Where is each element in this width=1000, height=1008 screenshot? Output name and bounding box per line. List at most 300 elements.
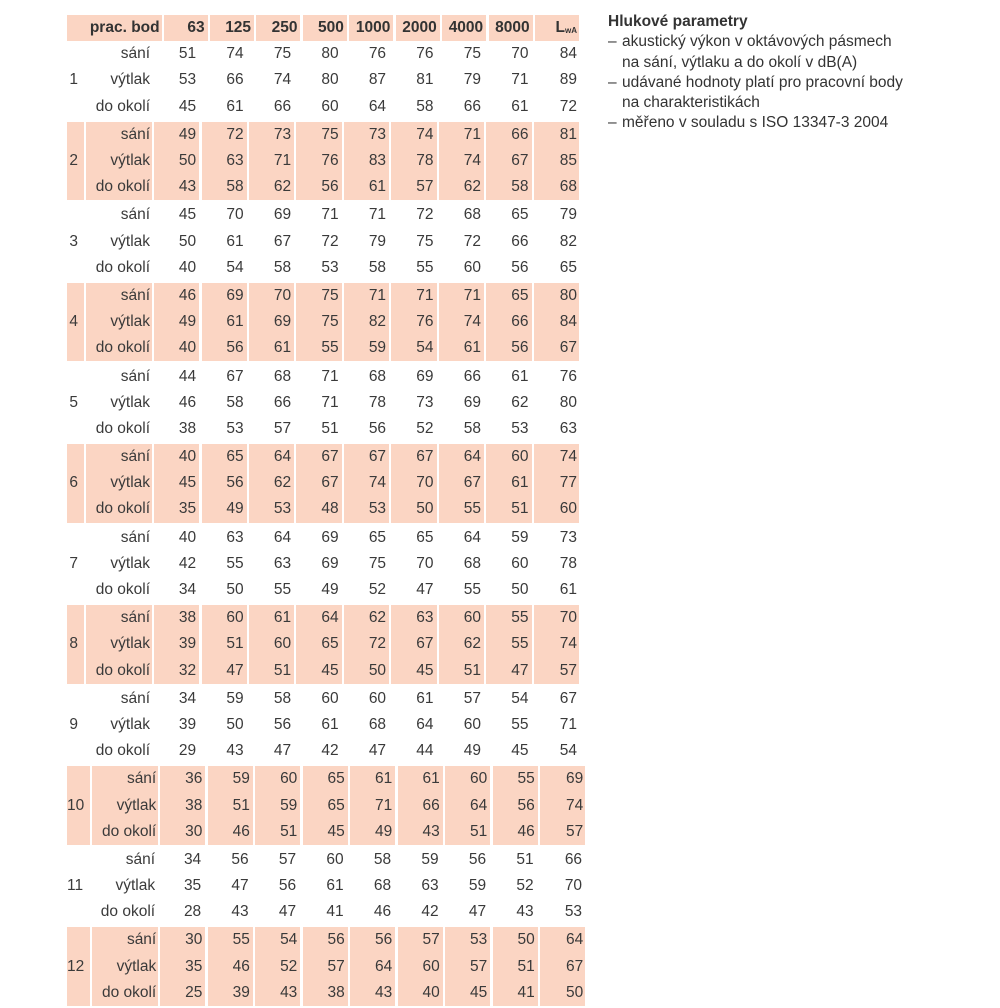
lwa-value: 67 bbox=[559, 689, 577, 707]
band-value: 67 bbox=[391, 444, 436, 470]
band-value: 79 bbox=[368, 232, 387, 250]
band-value: 61 bbox=[249, 335, 294, 361]
band-value: 64 bbox=[350, 954, 395, 980]
band-value: 73 bbox=[249, 122, 294, 148]
band-value: 72 bbox=[416, 206, 434, 224]
band-value: 57 bbox=[398, 927, 443, 953]
band-value: 41 bbox=[493, 980, 538, 1006]
row-label: do okolí bbox=[95, 258, 151, 276]
lwa-value: 72 bbox=[559, 97, 577, 115]
band-value: 45 bbox=[178, 97, 197, 115]
band-value: 75 bbox=[296, 283, 341, 309]
note-item bbox=[608, 32, 988, 73]
band-value: 56 bbox=[350, 927, 395, 953]
band-value: 55 bbox=[226, 554, 244, 572]
band-value: 51 bbox=[249, 658, 294, 684]
operating-point-number: 7 bbox=[69, 554, 79, 572]
notes-panel bbox=[608, 12, 988, 134]
row-label: do okolí bbox=[100, 903, 156, 921]
band-value: 64 bbox=[368, 97, 387, 115]
band-value: 66 bbox=[486, 122, 531, 148]
band-value: 62 bbox=[511, 393, 529, 411]
notes-list bbox=[608, 32, 988, 133]
band-value: 51 bbox=[321, 419, 339, 437]
row-label: do okolí bbox=[86, 335, 152, 361]
band-value: 47 bbox=[468, 903, 487, 921]
band-value: 74 bbox=[439, 309, 484, 335]
band-value: 55 bbox=[486, 631, 531, 657]
band-value: 51 bbox=[493, 954, 538, 980]
band-value: 70 bbox=[511, 45, 529, 63]
row-label: výtlak bbox=[110, 715, 151, 733]
band-value: 55 bbox=[296, 335, 341, 361]
row-label: do okolí bbox=[95, 581, 151, 599]
band-value: 39 bbox=[178, 715, 197, 733]
band-value: 56 bbox=[278, 877, 297, 895]
band-value: 66 bbox=[463, 367, 482, 385]
band-value: 40 bbox=[398, 980, 443, 1006]
lwa-sub: wA bbox=[564, 25, 577, 35]
lwa-value: 84 bbox=[534, 309, 579, 335]
lwa-value: 57 bbox=[540, 819, 585, 845]
band-value: 56 bbox=[368, 419, 387, 437]
band-value: 61 bbox=[202, 309, 247, 335]
table-row bbox=[92, 819, 585, 845]
band-value: 67 bbox=[296, 470, 341, 496]
lwa-value: 68 bbox=[534, 174, 579, 200]
band-value: 35 bbox=[154, 496, 199, 522]
band-value: 69 bbox=[463, 393, 482, 411]
band-value: 50 bbox=[226, 581, 244, 599]
lwa-value: 67 bbox=[540, 954, 585, 980]
band-value: 71 bbox=[249, 148, 294, 174]
band-value: 76 bbox=[296, 148, 341, 174]
band-value: 76 bbox=[391, 309, 436, 335]
row-label: výtlak bbox=[110, 554, 151, 572]
table-row bbox=[86, 174, 579, 200]
band-value: 69 bbox=[321, 528, 339, 546]
band-value: 47 bbox=[202, 658, 247, 684]
band-value: 60 bbox=[486, 444, 531, 470]
band-value: 55 bbox=[208, 927, 253, 953]
table-row bbox=[86, 148, 579, 174]
lwa-value: 79 bbox=[559, 206, 577, 224]
band-value: 57 bbox=[278, 850, 297, 868]
row-label: sání bbox=[92, 927, 158, 953]
band-value: 44 bbox=[178, 367, 197, 385]
operating-point-number: 12 bbox=[67, 927, 90, 1006]
operating-point-group bbox=[67, 363, 579, 442]
band-value: 65 bbox=[303, 792, 348, 818]
band-value: 61 bbox=[321, 715, 339, 733]
band-value: 58 bbox=[463, 419, 482, 437]
band-value: 42 bbox=[421, 903, 439, 921]
band-value: 71 bbox=[439, 122, 484, 148]
row-label: výtlak bbox=[92, 792, 158, 818]
band-value: 78 bbox=[368, 393, 387, 411]
band-value: 79 bbox=[463, 71, 482, 89]
table-row bbox=[86, 122, 579, 148]
band-value: 68 bbox=[463, 206, 482, 224]
band-value: 73 bbox=[416, 393, 434, 411]
band-value: 28 bbox=[183, 903, 202, 921]
band-value: 50 bbox=[511, 581, 529, 599]
note-item bbox=[608, 113, 988, 133]
note-line: na charakteristikách bbox=[622, 94, 760, 112]
band-value: 66 bbox=[226, 71, 244, 89]
table-row bbox=[86, 577, 579, 603]
band-value: 61 bbox=[226, 232, 244, 250]
table-row bbox=[92, 980, 585, 1006]
band-value: 46 bbox=[493, 819, 538, 845]
band-value: 63 bbox=[226, 528, 244, 546]
band-value: 71 bbox=[321, 393, 339, 411]
table-row bbox=[86, 416, 579, 442]
row-label: sání bbox=[120, 528, 151, 546]
operating-point-number: 8 bbox=[67, 605, 84, 684]
band-value: 72 bbox=[463, 232, 482, 250]
band-value: 64 bbox=[249, 444, 294, 470]
table-row bbox=[86, 94, 579, 120]
row-label: sání bbox=[86, 283, 152, 309]
table-row bbox=[86, 631, 579, 657]
band-value: 64 bbox=[296, 605, 341, 631]
table-row bbox=[92, 927, 585, 953]
band-value: 65 bbox=[511, 206, 529, 224]
band-value: 70 bbox=[249, 283, 294, 309]
band-value: 38 bbox=[154, 605, 199, 631]
operating-point-group bbox=[67, 525, 579, 604]
band-value: 56 bbox=[486, 335, 531, 361]
band-value: 46 bbox=[208, 819, 253, 845]
row-label: výtlak bbox=[110, 71, 151, 89]
lwa-value: 74 bbox=[534, 631, 579, 657]
band-value: 58 bbox=[273, 258, 292, 276]
band-value: 45 bbox=[391, 658, 436, 684]
band-value: 69 bbox=[321, 554, 339, 572]
band-value: 65 bbox=[368, 528, 387, 546]
lwa-value: 78 bbox=[559, 554, 577, 572]
band-value: 32 bbox=[154, 658, 199, 684]
band-value: 67 bbox=[226, 367, 244, 385]
band-value: 46 bbox=[208, 954, 253, 980]
band-value: 61 bbox=[398, 766, 443, 792]
table-row bbox=[86, 686, 579, 712]
band-value: 66 bbox=[463, 97, 482, 115]
band-value: 52 bbox=[416, 419, 434, 437]
band-value: 56 bbox=[202, 470, 247, 496]
band-value: 63 bbox=[391, 605, 436, 631]
table-row bbox=[86, 390, 579, 416]
lwa-value: 63 bbox=[559, 419, 577, 437]
band-value: 76 bbox=[416, 45, 434, 63]
band-value: 34 bbox=[178, 581, 197, 599]
header-band: 63 bbox=[164, 15, 208, 41]
band-value: 61 bbox=[486, 470, 531, 496]
band-value: 60 bbox=[321, 97, 339, 115]
band-value: 47 bbox=[231, 877, 249, 895]
band-value: 70 bbox=[391, 470, 436, 496]
band-value: 71 bbox=[391, 283, 436, 309]
band-value: 63 bbox=[421, 877, 439, 895]
band-value: 60 bbox=[255, 766, 300, 792]
band-value: 45 bbox=[296, 658, 341, 684]
header-band: 4000 bbox=[442, 15, 486, 41]
operating-point-group bbox=[67, 686, 579, 765]
band-value: 40 bbox=[154, 335, 199, 361]
row-label: sání bbox=[86, 122, 152, 148]
operating-point-number: 2 bbox=[67, 122, 84, 201]
band-value: 51 bbox=[486, 496, 531, 522]
operating-point-number: 3 bbox=[69, 232, 79, 250]
table-row bbox=[86, 525, 579, 551]
band-value: 64 bbox=[463, 528, 482, 546]
band-value: 51 bbox=[178, 45, 197, 63]
band-value: 50 bbox=[178, 232, 197, 250]
lwa-value: 64 bbox=[540, 927, 585, 953]
band-value: 43 bbox=[154, 174, 199, 200]
row-label: sání bbox=[120, 689, 151, 707]
band-value: 53 bbox=[321, 258, 339, 276]
band-value: 70 bbox=[226, 206, 244, 224]
band-value: 50 bbox=[493, 927, 538, 953]
table-row bbox=[86, 255, 579, 281]
row-label: do okolí bbox=[95, 419, 151, 437]
band-value: 29 bbox=[178, 742, 197, 760]
band-value: 51 bbox=[445, 819, 490, 845]
band-value: 49 bbox=[350, 819, 395, 845]
lwa-value: 70 bbox=[564, 877, 583, 895]
table-row bbox=[86, 444, 579, 470]
note-dash: – bbox=[608, 114, 617, 132]
band-value: 53 bbox=[226, 419, 244, 437]
row-label: do okolí bbox=[86, 496, 152, 522]
band-value: 56 bbox=[202, 335, 247, 361]
operating-point-number: 11 bbox=[67, 877, 84, 895]
band-value: 56 bbox=[273, 715, 292, 733]
band-value: 56 bbox=[511, 258, 529, 276]
band-value: 50 bbox=[226, 715, 244, 733]
band-value: 69 bbox=[416, 367, 434, 385]
band-value: 54 bbox=[391, 335, 436, 361]
band-value: 71 bbox=[321, 206, 339, 224]
band-value: 42 bbox=[178, 554, 197, 572]
band-value: 60 bbox=[463, 258, 482, 276]
band-value: 68 bbox=[463, 554, 482, 572]
band-value: 66 bbox=[486, 309, 531, 335]
band-value: 64 bbox=[273, 528, 292, 546]
operating-point-group bbox=[67, 283, 579, 362]
band-value: 55 bbox=[486, 605, 531, 631]
table-row bbox=[91, 847, 584, 873]
lwa-value: 89 bbox=[559, 71, 577, 89]
band-value: 60 bbox=[326, 850, 344, 868]
band-value: 60 bbox=[321, 689, 339, 707]
band-value: 51 bbox=[208, 792, 253, 818]
operating-point-number: 4 bbox=[67, 283, 84, 362]
table-row bbox=[86, 496, 579, 522]
lwa-value: 69 bbox=[540, 766, 585, 792]
band-value: 30 bbox=[160, 927, 205, 953]
table-row bbox=[86, 335, 579, 361]
band-value: 56 bbox=[231, 850, 249, 868]
lwa-value: 82 bbox=[559, 232, 577, 250]
band-value: 38 bbox=[160, 792, 205, 818]
lwa-value: 85 bbox=[534, 148, 579, 174]
band-value: 56 bbox=[493, 792, 538, 818]
band-value: 46 bbox=[373, 903, 392, 921]
band-value: 61 bbox=[326, 877, 344, 895]
band-value: 46 bbox=[154, 283, 199, 309]
band-value: 53 bbox=[178, 71, 197, 89]
row-label: do okolí bbox=[95, 742, 151, 760]
band-value: 74 bbox=[391, 122, 436, 148]
band-value: 68 bbox=[373, 877, 392, 895]
band-value: 82 bbox=[344, 309, 389, 335]
band-value: 78 bbox=[391, 148, 436, 174]
operating-point-group bbox=[67, 605, 579, 684]
band-value: 65 bbox=[486, 283, 531, 309]
lwa-value: 60 bbox=[534, 496, 579, 522]
band-value: 69 bbox=[202, 283, 247, 309]
lwa-value: 70 bbox=[534, 605, 579, 631]
header-lwa bbox=[535, 15, 579, 41]
band-value: 66 bbox=[273, 393, 292, 411]
band-value: 72 bbox=[344, 631, 389, 657]
row-label: výtlak bbox=[86, 148, 152, 174]
band-value: 39 bbox=[154, 631, 199, 657]
band-value: 57 bbox=[445, 954, 490, 980]
table-header-row bbox=[67, 15, 579, 41]
note-line: na sání, výtlaku a do okolí v dB(A) bbox=[622, 53, 858, 71]
operating-point-number: 9 bbox=[69, 715, 79, 733]
band-value: 55 bbox=[416, 258, 434, 276]
row-label: do okolí bbox=[86, 658, 152, 684]
band-value: 62 bbox=[439, 174, 484, 200]
band-value: 63 bbox=[202, 148, 247, 174]
lwa-value: 74 bbox=[540, 792, 585, 818]
table-row bbox=[91, 899, 584, 925]
band-value: 66 bbox=[273, 97, 292, 115]
row-label: výtlak bbox=[86, 470, 152, 496]
band-value: 71 bbox=[368, 206, 387, 224]
band-value: 57 bbox=[303, 954, 348, 980]
lwa-value: 66 bbox=[564, 850, 583, 868]
row-label: výtlak bbox=[86, 631, 152, 657]
row-label: do okolí bbox=[92, 819, 158, 845]
band-value: 60 bbox=[463, 715, 482, 733]
band-value: 74 bbox=[344, 470, 389, 496]
band-value: 72 bbox=[202, 122, 247, 148]
band-value: 60 bbox=[398, 954, 443, 980]
band-value: 60 bbox=[202, 605, 247, 631]
band-value: 49 bbox=[463, 742, 482, 760]
band-value: 53 bbox=[511, 419, 529, 437]
band-value: 49 bbox=[202, 496, 247, 522]
table-row bbox=[86, 202, 579, 228]
table-row bbox=[92, 792, 585, 818]
lwa-value: 81 bbox=[534, 122, 579, 148]
band-value: 71 bbox=[511, 71, 529, 89]
band-value: 73 bbox=[344, 122, 389, 148]
band-value: 47 bbox=[416, 581, 434, 599]
band-value: 65 bbox=[416, 528, 434, 546]
lwa-value: 65 bbox=[559, 258, 577, 276]
band-value: 59 bbox=[208, 766, 253, 792]
band-value: 75 bbox=[463, 45, 482, 63]
lwa-value: 61 bbox=[559, 581, 577, 599]
band-value: 55 bbox=[439, 496, 484, 522]
band-value: 61 bbox=[511, 367, 529, 385]
band-value: 75 bbox=[368, 554, 387, 572]
notes-title: Hlukové parametry bbox=[608, 13, 748, 30]
band-value: 58 bbox=[273, 689, 292, 707]
band-value: 67 bbox=[439, 470, 484, 496]
band-value: 47 bbox=[278, 903, 297, 921]
band-value: 62 bbox=[249, 470, 294, 496]
band-value: 80 bbox=[321, 45, 339, 63]
band-value: 65 bbox=[303, 766, 348, 792]
header-band: 8000 bbox=[489, 15, 533, 41]
band-value: 66 bbox=[398, 792, 443, 818]
band-value: 66 bbox=[511, 232, 529, 250]
band-value: 34 bbox=[178, 689, 197, 707]
band-value: 60 bbox=[249, 631, 294, 657]
band-value: 62 bbox=[344, 605, 389, 631]
band-value: 74 bbox=[226, 45, 244, 63]
band-value: 64 bbox=[416, 715, 434, 733]
band-value: 81 bbox=[416, 71, 434, 89]
band-value: 45 bbox=[303, 819, 348, 845]
band-value: 55 bbox=[493, 766, 538, 792]
header-band: 250 bbox=[256, 15, 300, 41]
band-value: 60 bbox=[511, 554, 529, 572]
band-value: 61 bbox=[416, 689, 434, 707]
band-value: 42 bbox=[321, 742, 339, 760]
band-value: 55 bbox=[273, 581, 292, 599]
band-value: 40 bbox=[178, 258, 197, 276]
band-value: 62 bbox=[439, 631, 484, 657]
band-value: 61 bbox=[249, 605, 294, 631]
row-label: do okolí bbox=[86, 174, 152, 200]
row-label: sání bbox=[86, 444, 152, 470]
band-value: 61 bbox=[350, 766, 395, 792]
band-value: 60 bbox=[445, 766, 490, 792]
band-value: 45 bbox=[445, 980, 490, 1006]
band-value: 61 bbox=[226, 97, 244, 115]
lwa-value: 73 bbox=[559, 528, 577, 546]
lwa-value: 77 bbox=[534, 470, 579, 496]
band-value: 50 bbox=[154, 148, 199, 174]
band-value: 61 bbox=[344, 174, 389, 200]
row-label: výtlak bbox=[110, 393, 151, 411]
band-value: 34 bbox=[183, 850, 202, 868]
band-value: 76 bbox=[368, 45, 387, 63]
table-row bbox=[86, 309, 579, 335]
band-value: 58 bbox=[486, 174, 531, 200]
lwa-main: L bbox=[555, 19, 565, 37]
table-row bbox=[86, 229, 579, 255]
band-value: 75 bbox=[296, 309, 341, 335]
band-value: 52 bbox=[368, 581, 387, 599]
band-value: 30 bbox=[160, 819, 205, 845]
band-value: 45 bbox=[511, 742, 529, 760]
lwa-value: 54 bbox=[559, 742, 577, 760]
band-value: 80 bbox=[321, 71, 339, 89]
lwa-value: 74 bbox=[534, 444, 579, 470]
band-value: 53 bbox=[249, 496, 294, 522]
table-row bbox=[91, 873, 584, 899]
